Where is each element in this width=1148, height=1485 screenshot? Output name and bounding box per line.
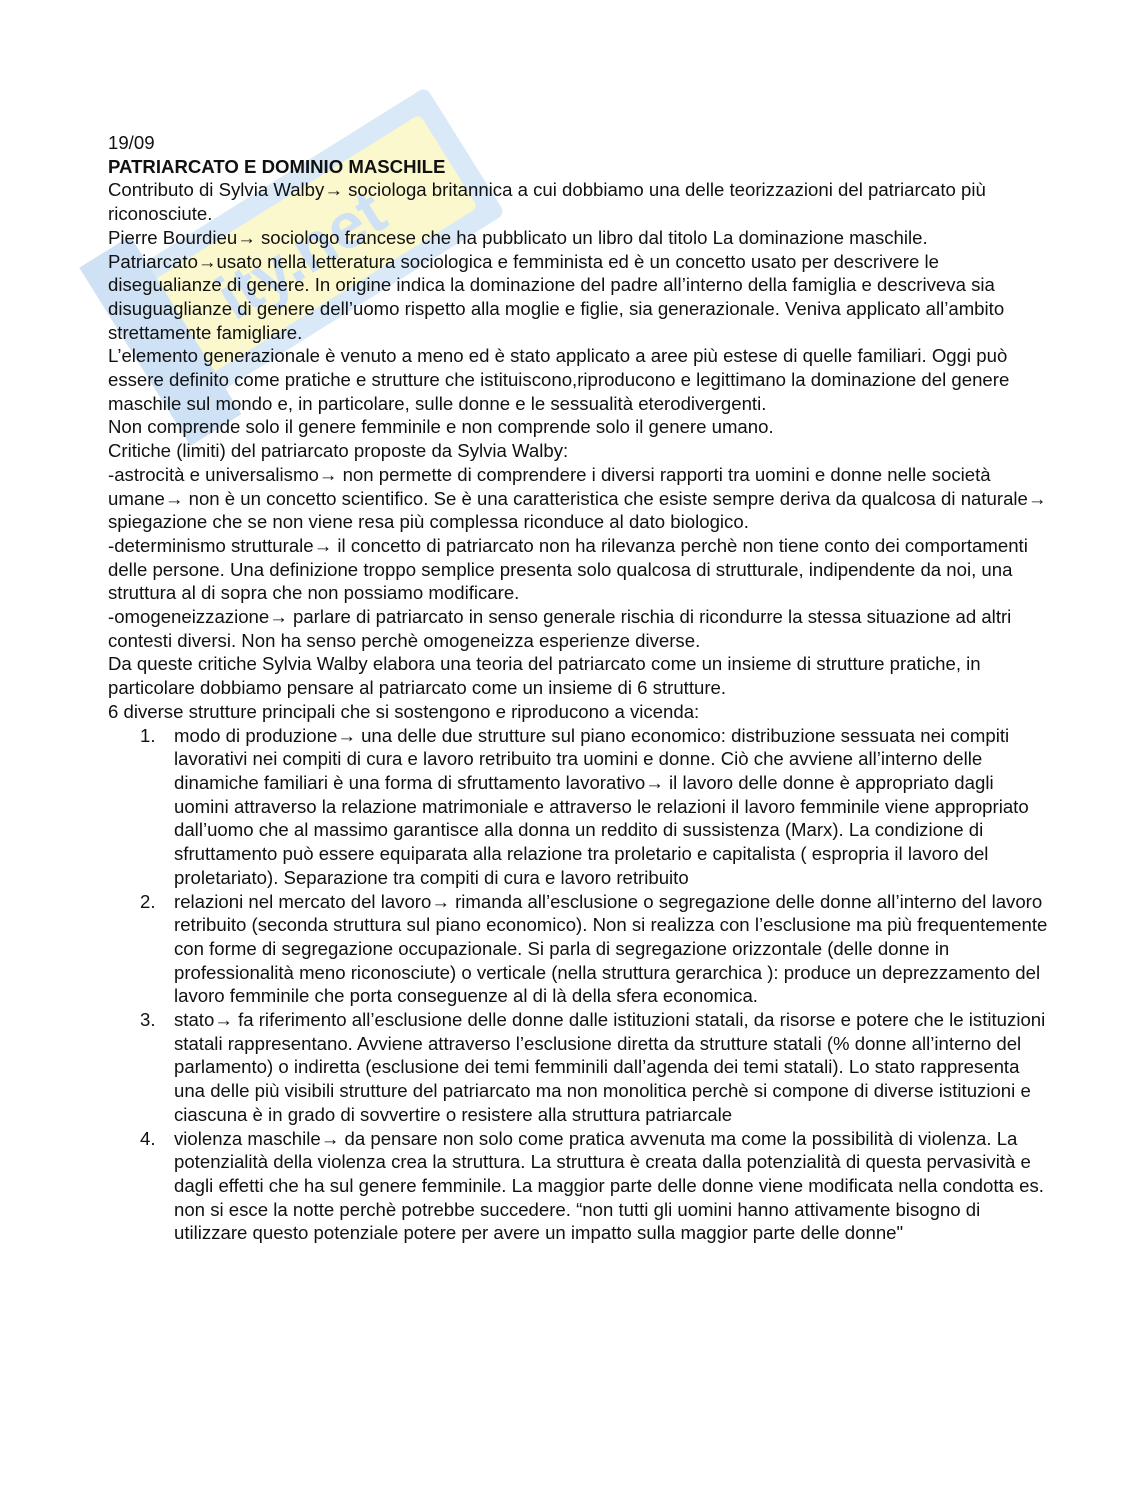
paragraph: L’elemento generazionale è venuto a meno ed è stato applicato a aree più estese di quelle familiari. Oggi può essere definito come pratiche e strutture che istituiscono,riproducono e legittimano la dominazione del genere maschile sul mondo e, in particolare, sulle donne e le sessualità eterodivergenti.: [108, 345, 1010, 414]
paragraph: Pierre Bourdieu→ sociologo francese che ha pubblicato un libro dal titolo La dominazione maschile.: [108, 226, 928, 248]
list-item: [108, 890, 1048, 1009]
paragraph: Da queste critiche Sylvia Walby elabora una teoria del patriarcato come un insieme di strutture pratiche, in particolare dobbiamo pensare al patriarcato come un insieme di 6 strutture.: [108, 653, 981, 699]
paragraph: -determinismo strutturale→ il concetto di patriarcato non ha rilevanza perchè non tiene conto dei comportamenti delle persone. Una definizione troppo semplice presenta solo qualcosa di strutturale, indipendente da noi, una struttura al di sopra che non possiamo modificare.: [108, 534, 1028, 604]
list-item-number: 1.: [140, 724, 156, 746]
paragraph: Contributo di Sylvia Walby→ sociologa britannica a cui dobbiamo una delle teorizzazioni del patriarcato più riconosciute.: [108, 179, 986, 225]
paragraph: 6 diverse strutture principali che si sostengono e riproducono a vicenda:: [108, 700, 700, 722]
svg-text:ity.net: ity.net: [203, 175, 398, 334]
list-item-text: modo di produzione→ una delle due strutture sul piano economico: distribuzione sessuata nei compiti lavorativi nei compiti di cura e lavoro retribuito tra uomini e donne. Ciò che avviene all’interno delle dinamiche familiari è una forma di sfruttamento lavorativo→ il lavoro delle donne è appropriato dagli uomini attraverso la relazione matrimoniale e attraverso le relazioni il lavoro femminile viene appropriato dall’uomo che al massimo garantisce alla donna un reddito di sussistenza (Marx). La condizione di sfruttamento può essere equiparata alla relazione tra proletario e capitalista ( espropria il lavoro del proletariato). Separazione tra compiti di cura e lavoro retribuito: [174, 724, 1029, 888]
list-item-text: relazioni nel mercato del lavoro→ rimanda all’esclusione o segregazione delle donne all’interno del lavoro retribuito (seconda struttura sul piano economico). Non si realizza con l’esclusione ma più frequentemente con forme di segregazione occupazionale. Si parla di segregazione orizzontale (delle donne in professionalità meno riconosciute) o verticale (nella struttura gerarchica ): produce un deprezzamento del lavoro femminile che porta conseguenze al di là della sfera economica.: [174, 890, 1048, 1007]
list-item: [108, 1008, 1048, 1127]
list-item-text: violenza maschile→ da pensare non solo come pratica avvenuta ma come la possibilità di violenza. La potenzialità della violenza crea la struttura. La struttura è creata dalla potenzialità di questa pervasività e dagli effetti che ha sul genere femminile. La maggior parte delle donne viene modificata nella condotta es. non si esce la notte perchè potrebbe succedere. “non tutti gli uomini hanno attivamente bisogno di utilizzare questo potenziale potere per avere un impatto sulla maggior parte delle donne": [174, 1127, 1044, 1244]
document-date: 19/09: [108, 132, 155, 153]
list-item: [108, 724, 1048, 890]
list-item: [108, 1127, 1048, 1246]
document-title: PATRIARCATO E DOMINIO MASCHILE: [108, 155, 446, 177]
list-item-text: stato→ fa riferimento all’esclusione delle donne dalle istituzioni statali, da risorse e potere che le istituzioni statali rappresentano. Avviene attraverso l’esclusione diretta da strutture statali (% donne all’interno del parlamento) o indiretta (esclusione dei temi femminili dall’agenda dei temi statali). Lo stato rappresenta una delle più visibili strutture del patriarcato ma non monolitica perchè si compone di diverse istituzioni e ciascuna è in grado di sovvertire o resistere alla struttura patriarcale: [174, 1009, 1046, 1125]
list-item-number: 4.: [140, 1127, 156, 1149]
paragraph: -astrocità e universalismo→ non permette di comprendere i diversi rapporti tra uomini e donne nelle società umane→ non è un concetto scientifico. Se è una caratteristica che esiste sempre deriva da qualcosa di naturale→ spiegazione che se non viene resa più complessa riconduce al dato biologico.: [108, 463, 1047, 533]
paragraph: -omogeneizzazione→ parlare di patriarcato in senso generale rischia di ricondurre la stessa situazione ad altri contesti diversi. Non ha senso perchè omogeneizza esperienze diverse.: [108, 606, 1012, 651]
paragraph: Non comprende solo il genere femminile e non comprende solo il genere umano.: [108, 416, 774, 438]
structures-list: [108, 724, 1048, 1245]
paragraph: Patriarcato→usato nella letteratura sociologica e femminista ed è un concetto usato per descrivere le disegualianze di genere. In origine indica la dominazione del padre all’interno della famiglia e descriveva sia disuguaglianze di genere dell’uomo rispetto alla moglie e figlie, sia generazionale. Veniva applicato all’ambito strettamente famigliare.: [108, 250, 1005, 343]
document-page: [108, 131, 1048, 1245]
paragraph: Critiche (limiti) del patriarcato proposte da Sylvia Walby:: [108, 440, 569, 462]
list-item-number: 2.: [140, 890, 156, 912]
list-item-number: 3.: [140, 1009, 156, 1031]
